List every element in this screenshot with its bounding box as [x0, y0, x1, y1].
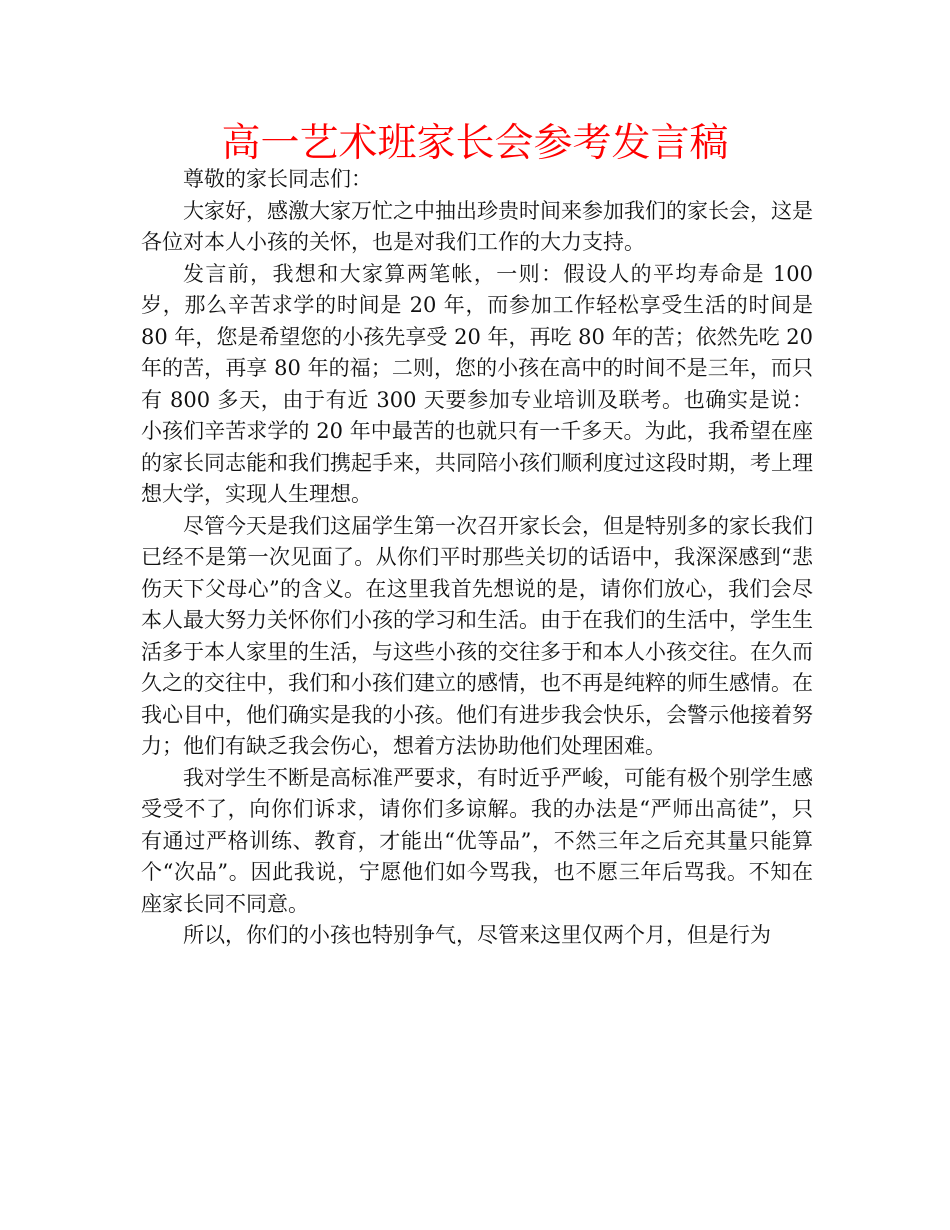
greeting-paragraph: 大家好，感激大家万忙之中抽出珍贵时间来参加我们的家长会，这是各位对本人小孩的关怀，也是对我们工作的大力支持。 [141, 198, 813, 254]
continued-paragraph: 所以，你们的小孩也特别争气，尽管来这里仅两个月，但是行为 [183, 923, 771, 947]
document-body [141, 164, 813, 952]
salutation-paragraph: 尊敬的家长同志们： [183, 167, 372, 191]
document-title: 高一艺术班家长会参考发言稿 [221, 121, 729, 166]
strict-teacher-paragraph: 我对学生不断是高标准严要求，有时近乎严峻，可能有极个别学生感受受不了，向你们诉求，请你们多谅解。我的办法是“严师出高徒”，只有通过严格训练、教育，才能出“优等品”，不然三年之后充其量只能算个“次品”。因此我说，宁愿他们如今骂我，也不愿三年后骂我。不知在座家长同不同意。 [141, 765, 813, 916]
care-paragraph: 尽管今天是我们这届学生第一次召开家长会，但是特别多的家长我们已经不是第一次见面了。从你们平时那些关切的话语中，我深深感到“悲伤天下父母心”的含义。在这里我首先想说的是，请你们放心，我们会尽本人最大努力关怀你们小孩的学习和生活。由于在我们的生活中，学生生活多于本人家里的生活，与这些小孩的交往多于和本人小孩交往。在久而久之的交往中，我们和小孩们建立的感情，也不再是纯粹的师生感情。在我心目中，他们确实是我的小孩。他们有进步我会快乐，会警示他接着努力；他们有缺乏我会伤心，想着方法协助他们处理困难。 [141, 513, 813, 758]
two-accounts-paragraph: 发言前，我想和大家算两笔帐，一则：假设人的平均寿命是 100 岁，那么辛苦求学的时间是 20 年，而参加工作轻松享受生活的时间是 80 年，您是希望您的小孩先享受 20 年，再吃 80 年的苦；依然先吃 20 年的苦，再享 80 年的福；二则，您的小孩在高中的时间不是三年，而只有 800 多天，由于有近 300 天要参加专业培训及联考。也确实是说：小孩们辛苦求学的 20 年中最苦的也就只有一千多天。为此，我希望在座的家长同志能和我们携起手来，共同陪小孩们顺利度过这段时期，考上理想大学，实现人生理想。 [141, 261, 813, 506]
